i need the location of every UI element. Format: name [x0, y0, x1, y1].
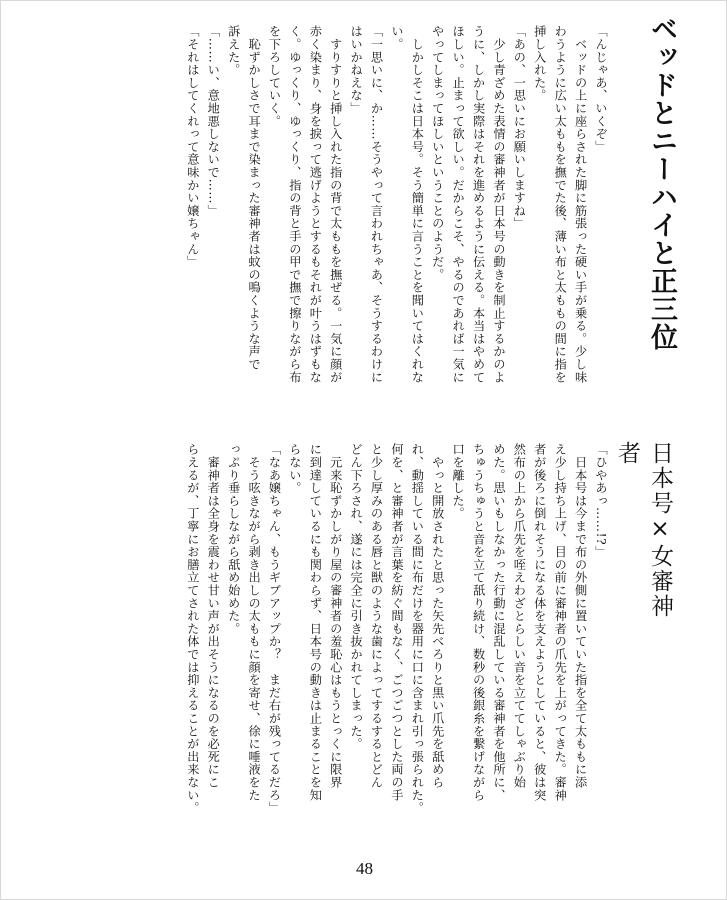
text-line: 「……い、意地悪しないで……」 — [206, 25, 221, 217]
text-line: ベッドの上に座らされた脚に筋張った硬い手が乗る。少し味 — [573, 25, 588, 384]
text-line: 「ひやあっ……!?」 — [594, 443, 608, 559]
text-line: 訴えた。 — [226, 25, 241, 77]
text-line: うに、しかし実際はそれを進めるように伝える。本当はやめて — [471, 25, 486, 384]
text-line: らえるが、丁寧にお膳立てされた体では抑えることが出来ない。 — [185, 443, 200, 815]
text-line: 何を、と審神者が言葉を紡ぐ間もなく、ごつごつとした両の手 — [389, 443, 404, 802]
story-text-upper — [111, 25, 611, 420]
text-line: はいかねえな」 — [349, 25, 364, 115]
text-line: 赤く染まり、身を捩って逃げようとするもそれが叶うはずもな — [308, 25, 323, 384]
text-line: に到達しているにも関わらず、日本号の動きは止まることを知 — [308, 443, 323, 802]
text-line: すりすりと挿し入れた指の背で太ももを撫ぜる。一気に顔が — [328, 25, 343, 384]
text-line: え少し持ち上げ、目の前に審神者の爪先を上がってきた。審神 — [553, 443, 568, 802]
text-line: そう呟きながら剥き出しの太ももに顔を寄せ、徐に唾液をた — [247, 443, 262, 802]
text-line: ちゅうちゅうと音を立て舐り続け、数秒の後銀糸を繋げながら — [471, 443, 486, 802]
text-line: 「一思いに、か……そうやって言われちゃあ、そうするわけに — [369, 25, 384, 384]
page-subtitle: 日本号×女審神者 — [614, 441, 673, 619]
text-line: 少し青ざめた表情の審神者が日本号の動きを制止するかのよ — [491, 25, 506, 384]
text-line: 「なあ嬢ちゃん、もうギブアップか？ まだ右が残ってるだろ」 — [267, 443, 282, 815]
text-line: しかしそこは日本号。そう簡単に言うことを聞いてはくれな — [410, 25, 425, 384]
text-line: れ、動揺している間に布だけを器用に口に含まれ引っ張られた。 — [410, 443, 425, 815]
text-line: く。ゆっくり、ゆっくり、指の背と手の甲で撫で擦りながら布 — [287, 25, 302, 384]
story-text-lower — [111, 443, 611, 845]
text-line: めた。思いもしなかった行動に混乱している審神者を他所に、 — [491, 443, 506, 802]
text-line: 口を離した。 — [451, 443, 466, 520]
page-number: 48 — [356, 859, 373, 878]
text-line: やっと開放されたと思った矢先べろりと黒い爪先を舐めら — [430, 443, 445, 789]
text-line: 恥ずかしさで耳まで染まった審神者は蚊の鳴くような声で — [247, 25, 262, 371]
text-line: っぷり垂らしながら舐め始めた。 — [226, 443, 241, 635]
page-title: ベッドとニーハイと正三位 — [646, 15, 677, 351]
text-line: らない。 — [287, 443, 302, 495]
text-line: 挿し入れた。 — [532, 25, 547, 102]
text-line: と少し厚みのある唇と獣のような歯によってするするとどん — [369, 443, 384, 789]
text-line: 元来恥ずかしがり屋の審神者の羞恥心はもうとっくに限界 — [328, 443, 343, 789]
text-line: 「あの、一思いにお願いしますね」 — [512, 25, 527, 230]
text-line: を下ろしていく。 — [267, 25, 282, 128]
text-line: どん下ろされ、遂には完全に引き抜かれてしまった。 — [349, 443, 364, 751]
text-line: やってしまってほしいということのようだ。 — [430, 25, 445, 281]
text-line: 者が後ろに倒れそうになる体を支えようとしていると、彼は突 — [532, 443, 547, 802]
text-line: 日本号は今まで布の外側に置いていた指を全て太ももに添 — [573, 443, 588, 789]
text-line: ほしい。止まって欲しい。だからこそ、やるのであれば一気に — [451, 25, 466, 384]
text-line: 「それはしてくれって意味かい嬢ちゃん」 — [185, 25, 200, 269]
text-line: わうように広い太ももを撫でた後、薄い布と太ももの間に指を — [553, 25, 568, 384]
text-line: 審神者は全身を震わせ甘い声が出そうになるのを必死にこ — [206, 443, 221, 789]
text-line: 然布の上から爪先を咥えわざとらしい音を立ててしゃぶり始 — [512, 443, 527, 789]
text-line: い。 — [389, 25, 404, 51]
text-line: 「んじゃあ、いくぞ」 — [594, 25, 608, 153]
